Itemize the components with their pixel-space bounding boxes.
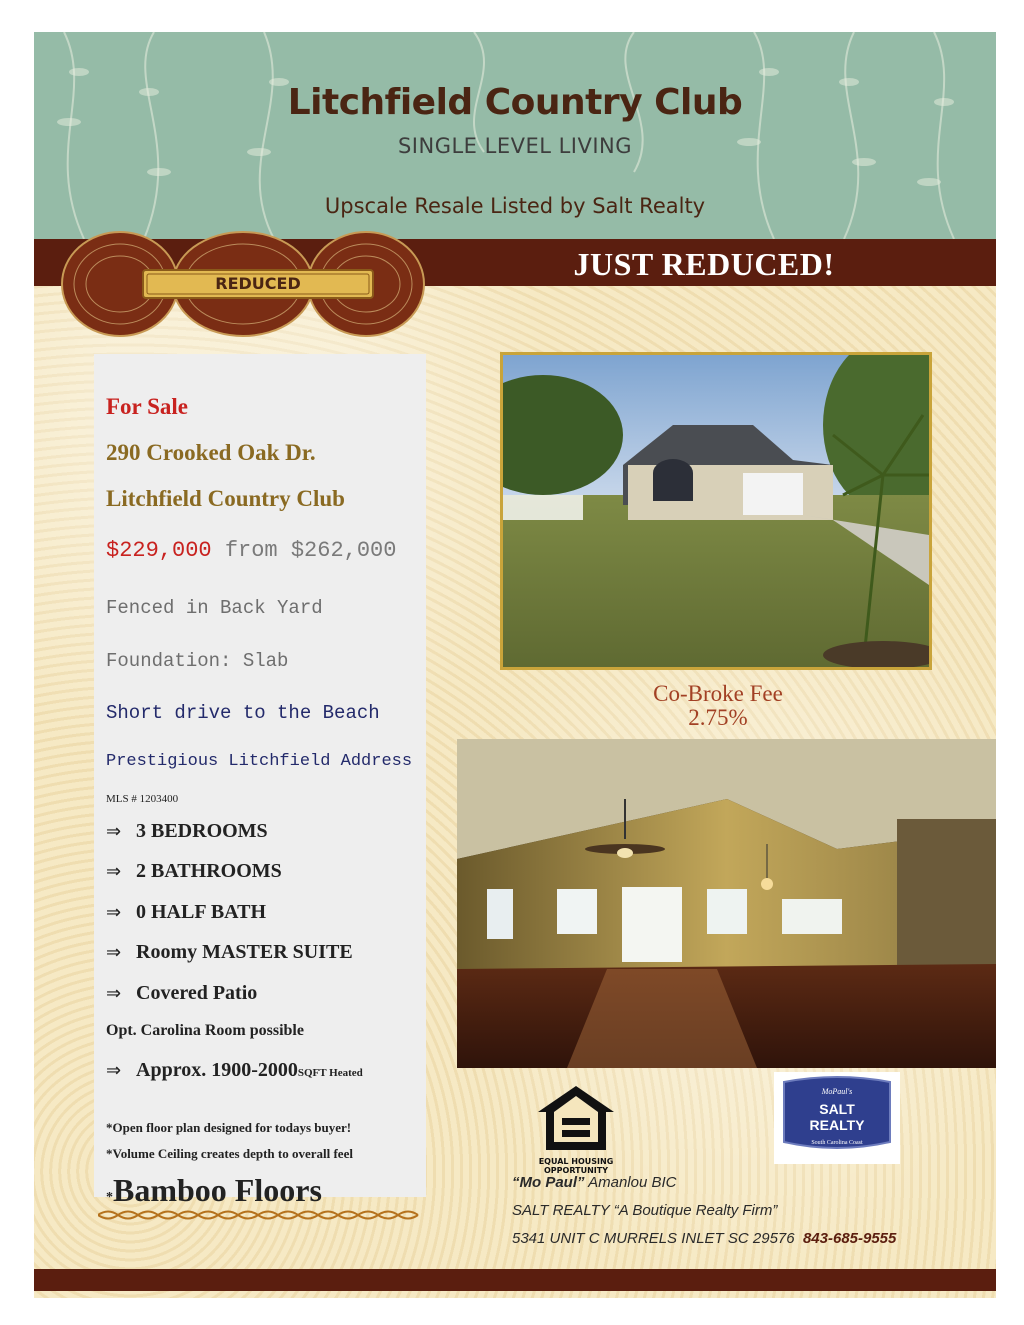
arrow-icon: ⇒ [106,902,122,923]
feature-label: 2 BATHROOMS [136,860,282,882]
square-footage [106,1059,363,1082]
arrow-icon: ⇒ [106,942,122,963]
mls-number: MLS # 1203400 [106,793,179,805]
phone-number: 843-685-9555 [802,1230,897,1247]
feature-item [106,820,268,843]
feature-item [106,941,353,964]
feature-item [106,860,282,883]
salt-logo-line1: SALT [819,1101,855,1117]
firm-name: SALT REALTY “A Boutique Realty Firm” [512,1202,778,1219]
fenced-yard-text: Fenced in Back Yard [106,597,323,619]
prestigious-address-text: Prestigious Litchfield Address [106,752,413,771]
just-reduced-headline: JUST REDUCED! [573,246,835,282]
short-drive-text: Short drive to the Beach [106,702,380,724]
interior-photo [457,739,996,1068]
volume-ceiling-note: *Volume Ceiling creates depth to overall feel [106,1146,353,1161]
equal-housing-text [532,1157,620,1175]
price-line [106,538,396,563]
arrow-icon: ⇒ [106,983,122,1004]
salt-logo-top: MoPaul's [821,1087,853,1096]
feature-item [106,982,257,1005]
salt-realty-logo [774,1072,900,1164]
salt-logo-bottom: South Carolina Coast [811,1140,863,1146]
feature-label: Roomy MASTER SUITE [136,941,353,963]
feature-label: 0 HALF BATH [136,901,267,923]
community-name: Litchfield Country Club [106,486,345,511]
page-subtitle: SINGLE LEVEL LIVING [397,134,633,158]
decorative-border [98,1208,428,1222]
equal-housing-logo [532,1084,620,1175]
for-sale-label: For Sale [106,394,188,419]
sqft-value: Approx. 1900-2000 [136,1059,298,1081]
arrow-icon: ⇒ [106,861,122,882]
page-title: Litchfield Country Club [287,82,743,123]
footer-band [34,1269,996,1291]
foundation-text: Foundation: Slab [106,650,289,672]
arrow-icon: ⇒ [106,821,122,842]
arrow-icon: ⇒ [106,1060,122,1081]
sqft-unit: SQFT Heated [297,1067,363,1079]
open-floor-plan-note: *Open floor plan designed for todays buyer! [106,1120,352,1135]
reduced-badge [48,228,438,340]
agent-name [512,1174,677,1191]
flyer [34,32,996,1298]
firm-address: 5341 UNIT C MURRELS INLET SC 29576 [512,1230,795,1247]
house-exterior-photo [500,352,932,670]
agent-name-rest: Amanlou BIC [584,1174,677,1191]
cobroke-fee [600,682,836,730]
property-address: 290 Crooked Oak Dr. [106,440,316,465]
feature-label: 3 BEDROOMS [136,820,268,842]
agent-nickname: “Mo Paul” [512,1174,585,1191]
current-price: $229,000 [106,538,212,563]
cobroke-label: Co-Broke Fee [653,681,783,706]
listing-details-panel [94,354,426,1208]
listing-tagline: Upscale Resale Listed by Salt Realty [324,194,706,218]
header-band [34,32,996,239]
cobroke-value: 2.75% [688,705,748,730]
bamboo-label: Bamboo Floors [113,1172,322,1208]
feature-item [106,901,266,924]
salt-logo-line2: REALTY [809,1117,865,1133]
feature-label: Covered Patio [136,982,258,1004]
eho-line1: EQUAL HOUSING [538,1157,614,1166]
previous-price: from $262,000 [224,538,397,563]
optional-room-text: Opt. Carolina Room possible [106,1022,304,1039]
reduced-badge-label: REDUCED [215,274,301,293]
eho-line2: OPPORTUNITY [543,1166,608,1175]
bamboo-asterisk: * [106,1190,113,1205]
bamboo-floors-text [106,1172,322,1209]
firm-address-line [512,1230,896,1247]
house-icon [532,1084,620,1152]
